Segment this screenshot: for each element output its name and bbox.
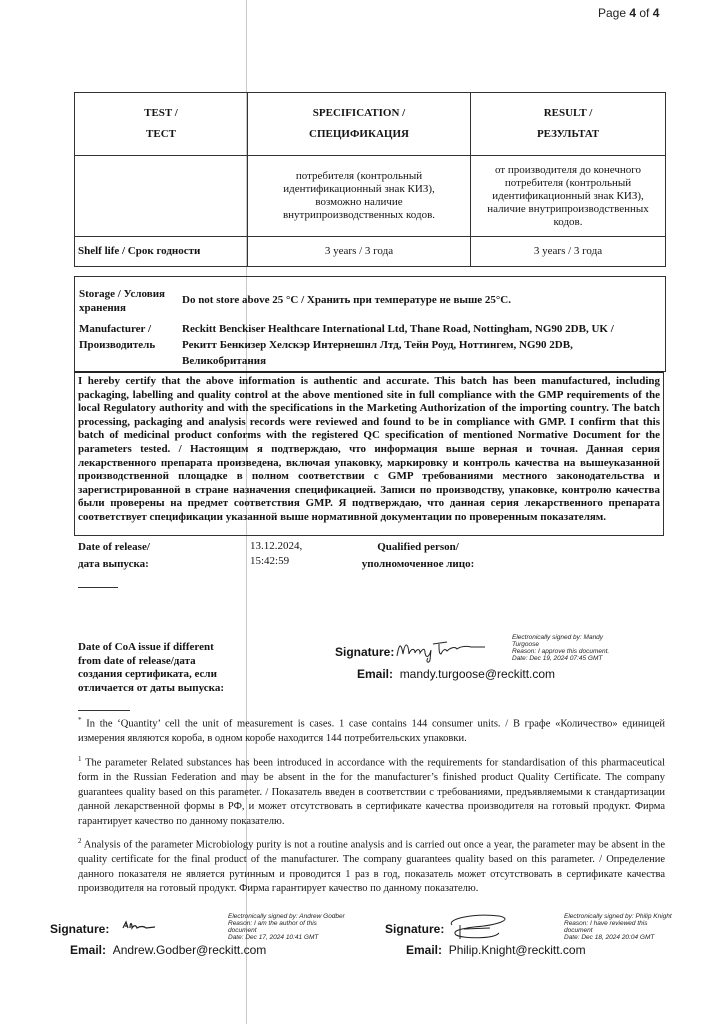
electronic-signature-stamp: Electronically signed by: Andrew Godber Reason: I am the author of this document Date: Dec 17, 2024 10:41 GMT xyxy=(228,913,345,941)
cell-test: Shelf life / Срок годности xyxy=(75,237,248,267)
cell-result: от производителя до конечного потребителя (контрольный идентификационный знак КИЗ), наличие внутрипроизводственных кодов. xyxy=(471,156,666,237)
email-value: Andrew.Godber@reckitt.com xyxy=(112,943,267,957)
specification-table xyxy=(74,92,666,267)
qualified-person-label: Qualified person/ уполномоченное лицо: xyxy=(361,541,475,570)
signature-label: Signature: xyxy=(50,922,110,936)
table-header-row xyxy=(75,93,666,156)
footnote-divider xyxy=(78,710,130,711)
email-value: mandy.turgoose@reckitt.com xyxy=(399,667,556,681)
electronic-signature-stamp: Electronically signed by: Mandy Turgoose Reason: I approve this document. Date: Dec 19, 2024 07:45 GMT xyxy=(512,634,610,662)
coa-issue-label: Date of CoA issue if different from date of release/дата создания сертификата, если отличается от даты выпуска: xyxy=(78,641,224,694)
electronic-signature-stamp: Electronically signed by: Philip Knight Reason: I have reviewed this document Date: Dec 18, 2024 20:04 GMT xyxy=(564,913,672,941)
email-row: Email: Philip.Knight@reckitt.com xyxy=(406,943,586,957)
footnote-2: $^2$ Analysis of the parameter Microbiology purity is not a routine analysis and is carried out once a year, the parameter may be absent in the quality certificate for the final product of the manufacturer. The company guarantees quality based on this parameter. / Определение данного показателя не является рутинным и проводится 1 раз в год, показатель может отсутствовать в сертификате качества производителя на готовый продукт. Фирма гарантирует качество по данному показателю. xyxy=(78,837,665,894)
storage-value: Do not store above 25 °C / Хранить при температуре не выше 25°C. xyxy=(182,294,511,306)
footnote-1: $^1$ The parameter Related substances has been introduced in accordance with the requirements for standardisation of this pharmaceutical form in the Russian Federation and may be absent in the for the manufacturer’s finished product Quality Certificate. The company guarantees quality based on this parameter. / Показатель введен в соответствии с требованиями, предъявляемыми к стандартизации данной лекарственной формы в РФ, и может отсутствовать в сертификате качества производителя на готовый продукт. Фирма гарантирует качество по данному показателю. xyxy=(78,755,665,827)
email-row: Email: mandy.turgoose@reckitt.com xyxy=(357,667,556,681)
header-test: TEST / ТЕСТ xyxy=(75,93,248,156)
header-specification: SPECIFICATION / СПЕЦИФИКАЦИЯ xyxy=(248,93,471,156)
handwritten-signature-icon xyxy=(122,920,156,932)
storage-manufacturer-box xyxy=(74,276,666,372)
email-value: Philip.Knight@reckitt.com xyxy=(448,943,586,957)
table-row xyxy=(75,156,666,237)
divider xyxy=(78,587,118,588)
email-row: Email: Andrew.Godber@reckitt.com xyxy=(70,943,267,957)
cell-test xyxy=(75,156,248,237)
signature-label: Signature: xyxy=(385,922,445,936)
cell-specification: потребителя (контрольный идентификационный знак КИЗ), возможно наличие внутрипроизводственных кодов. xyxy=(248,156,471,237)
release-date-value: 13.12.2024, 15:42:59 xyxy=(250,540,303,567)
handwritten-signature-icon xyxy=(395,636,490,664)
header-result: RESULT / РЕЗУЛЬТАТ xyxy=(471,93,666,156)
storage-label: Storage / Условия хранения xyxy=(79,288,165,314)
certification-statement: I hereby certify that the above information is authentic and accurate. This batch has been manufactured, including packaging, labelling and quality control at the above mentioned site in full compliance with the GMP requirements of the local Regulatory authority and with the specifications in the Marketing Authorization of the importing country. The batch processing, packaging and analysis records were reviewed and found to be in compliance with GMP. I confirm that this batch of medicinal product conforms with the registered QC specification of mentioned Normative Document for the parameters tested. / Настоящим я подтверждаю, что информация выше верная и точная. Данная серия лекарственного препарата произведена, включая упаковку, маркировку и контроль качества на вышеуказанной производственной площадке в полном соответствии с GMP требованиями местного законодательства и зарегистрированной в стране назначения спецификацией. Записи по производству, упаковке, контролю качества были проверены на предмет соответствия GMP. Я подтверждаю, что данная серия лекарственного препарата соответствует спецификации указанной выше нормативной документации по проверенным показателям. xyxy=(74,371,664,536)
manufacturer-value: Reckitt Benckiser Healthcare International Ltd, Thane Road, Nottingham, NG90 2DB, UK / Рекитт Бенкизер Хелскэр Интернешнл Лтд, Тейн Роуд, Ноттингем, NG90 2DB, Великобритания xyxy=(182,323,614,367)
signature-label: Signature: xyxy=(335,645,395,659)
manufacturer-label: Manufacturer / Производитель xyxy=(79,323,156,351)
cell-specification: 3 years / 3 года xyxy=(248,237,471,267)
footnote-quantity: * In the ‘Quantity’ cell the unit of measurement is cases. 1 case contains 144 consumer units. / В графе «Количество» единицей измерения являются короба, в одном коробе находится 144 потребительских упаковки. xyxy=(78,716,665,744)
handwritten-signature-icon xyxy=(444,911,514,941)
table-row xyxy=(75,237,666,267)
release-date-label: Date of release/ дата выпуска: xyxy=(78,541,150,570)
page-number: Page 4 of 4 xyxy=(598,6,660,20)
cell-result: 3 years / 3 года xyxy=(471,237,666,267)
